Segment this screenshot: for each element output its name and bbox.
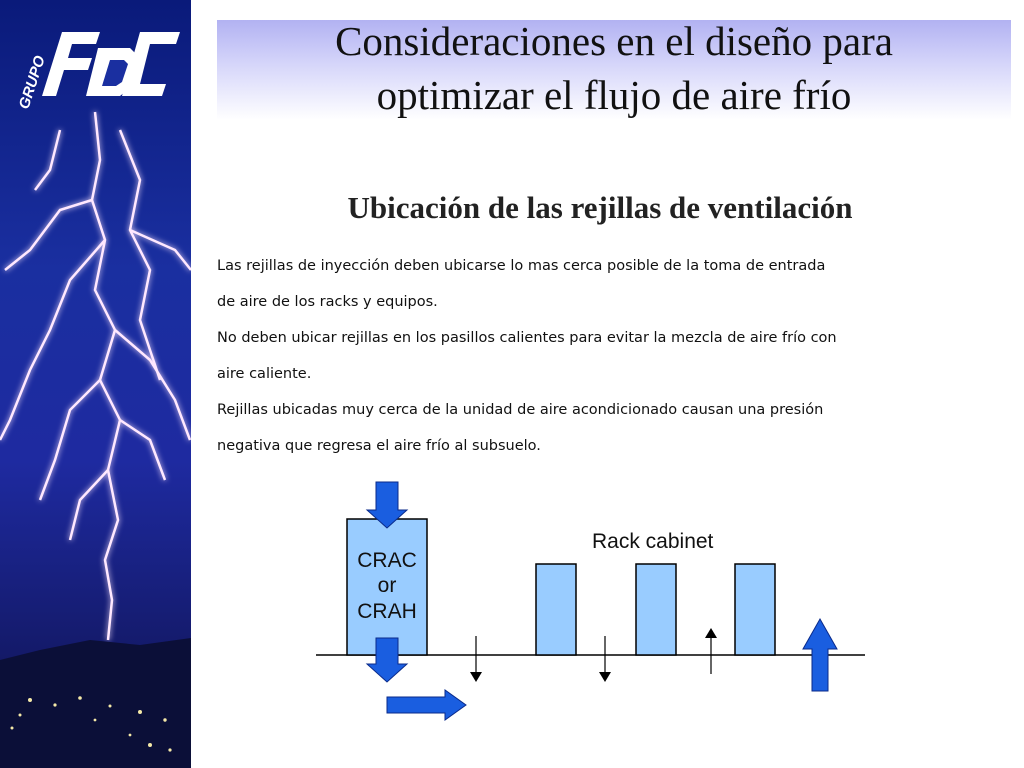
crac-label-line-2: or: [377, 574, 397, 597]
body-text: [217, 248, 917, 464]
body-line-3: No deben ubicar rejillas en los pasillos calientes para evitar la mezcla de aire frío con: [217, 330, 837, 346]
rack-cabinet-3: [735, 564, 775, 655]
title-line-2: optimizar el flujo de aire frío: [376, 72, 852, 118]
crac-label-line-3: CRAH: [357, 600, 417, 623]
svg-text:GRUPO: GRUPO: [15, 53, 49, 110]
title-line-1: Consideraciones en el diseño para: [335, 18, 893, 64]
body-line-2: de aire de los racks y equipos.: [217, 294, 438, 310]
airflow-diagram: [300, 470, 880, 730]
body-line-6: negativa que regresa el aire frío al subsuelo.: [217, 438, 541, 454]
rack-cabinet-label: Rack cabinet: [592, 530, 714, 553]
company-logo: [0, 18, 191, 110]
rack-cabinet-1: [536, 564, 576, 655]
tile-arrow-down-2-head: [599, 672, 611, 682]
body-line-5: Rejillas ubicadas muy cerca de la unidad de aire acondicionado causan una presión: [217, 402, 824, 418]
logo-fdc-mark: [42, 32, 180, 96]
body-line-4: aire caliente.: [217, 366, 312, 382]
lightning-bolt: [0, 112, 191, 640]
body-line-1: Las rejillas de inyección deben ubicarse lo mas cerca posible de la toma de entrada: [217, 258, 826, 274]
slide-title: [217, 14, 1011, 122]
tile-arrow-up-head: [705, 628, 717, 638]
crac-label-line-1: CRAC: [357, 549, 417, 572]
rack-cabinet-2: [636, 564, 676, 655]
tile-arrow-down-1-head: [470, 672, 482, 682]
lightning-image: [0, 0, 191, 768]
slide-subtitle: Ubicación de las rejillas de ventilación: [347, 190, 853, 225]
hills: [0, 638, 191, 768]
underfloor-arrow-right: [387, 690, 466, 720]
sidebar-lightning-image: [0, 0, 191, 768]
